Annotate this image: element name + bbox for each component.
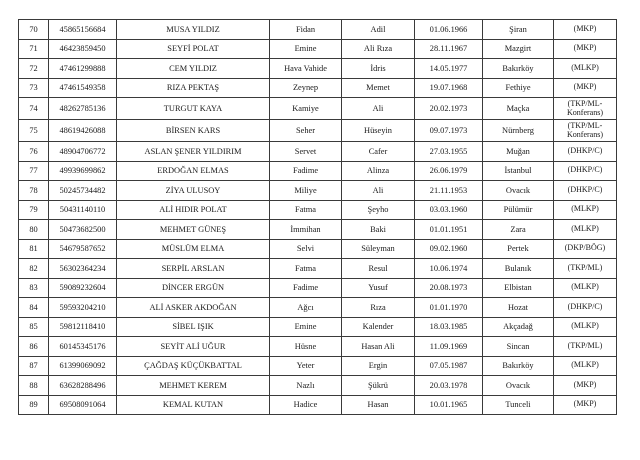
table-row — [19, 39, 617, 59]
full-name: ALİ HIDIR POLAT — [117, 200, 270, 220]
row-number: 88 — [19, 376, 49, 396]
birth-date: 01.06.1966 — [415, 20, 483, 40]
row-number: 75 — [19, 120, 49, 142]
person-list-table — [18, 19, 617, 415]
full-name: MEHMET GÜNEŞ — [117, 220, 270, 240]
table-row — [19, 317, 617, 337]
father-name: Kalender — [342, 317, 415, 337]
father-name: Baki — [342, 220, 415, 240]
id-number: 46423859450 — [49, 39, 117, 59]
full-name: ALİ ASKER AKDOĞAN — [117, 298, 270, 318]
father-name: Alinza — [342, 161, 415, 181]
table-row — [19, 239, 617, 259]
full-name: RIZA PEKTAŞ — [117, 78, 270, 98]
birth-date: 20.02.1973 — [415, 98, 483, 120]
id-number: 56302364234 — [49, 259, 117, 279]
row-number: 71 — [19, 39, 49, 59]
father-name: Cafer — [342, 142, 415, 162]
table-row — [19, 142, 617, 162]
organization: (DHKP/C) — [554, 181, 617, 201]
id-number: 49939699862 — [49, 161, 117, 181]
row-number: 74 — [19, 98, 49, 120]
id-number: 50473682500 — [49, 220, 117, 240]
birth-place: Hozat — [483, 298, 554, 318]
birth-place: Mazgirt — [483, 39, 554, 59]
father-name: Adil — [342, 20, 415, 40]
birth-date: 07.05.1987 — [415, 356, 483, 376]
birth-place: Ovacık — [483, 376, 554, 396]
birth-place: Tunceli — [483, 395, 554, 415]
organization: (MKP) — [554, 376, 617, 396]
id-number: 54679587652 — [49, 239, 117, 259]
id-number: 50431140110 — [49, 200, 117, 220]
row-number: 76 — [19, 142, 49, 162]
father-name: Şükrü — [342, 376, 415, 396]
father-name: Hüseyin — [342, 120, 415, 142]
mother-name: Hadice — [270, 395, 342, 415]
full-name: CEM YILDIZ — [117, 59, 270, 79]
row-number: 77 — [19, 161, 49, 181]
mother-name: Emine — [270, 317, 342, 337]
row-number: 85 — [19, 317, 49, 337]
id-number: 59593204210 — [49, 298, 117, 318]
birth-place: İstanbul — [483, 161, 554, 181]
mother-name: Kamiye — [270, 98, 342, 120]
organization: (MKP) — [554, 20, 617, 40]
full-name: ZİYA ULUSOY — [117, 181, 270, 201]
organization: (MKP) — [554, 39, 617, 59]
birth-place: Akçadağ — [483, 317, 554, 337]
organization: (MKP) — [554, 395, 617, 415]
birth-date: 01.01.1951 — [415, 220, 483, 240]
table-row — [19, 20, 617, 40]
id-number: 47461299888 — [49, 59, 117, 79]
birth-date: 20.08.1973 — [415, 278, 483, 298]
birth-place: Sincan — [483, 337, 554, 357]
table-row — [19, 259, 617, 279]
mother-name: Fatma — [270, 200, 342, 220]
birth-date: 14.05.1977 — [415, 59, 483, 79]
birth-place: Muğan — [483, 142, 554, 162]
organization: (DHKP/C) — [554, 161, 617, 181]
birth-date: 18.03.1985 — [415, 317, 483, 337]
mother-name: Selvi — [270, 239, 342, 259]
id-number: 59089232604 — [49, 278, 117, 298]
father-name: Resul — [342, 259, 415, 279]
table-row — [19, 98, 617, 120]
id-number: 45865156684 — [49, 20, 117, 40]
father-name: Ali — [342, 181, 415, 201]
row-number: 79 — [19, 200, 49, 220]
id-number: 50245734482 — [49, 181, 117, 201]
father-name: Ali Rıza — [342, 39, 415, 59]
row-number: 73 — [19, 78, 49, 98]
organization: (MLKP) — [554, 200, 617, 220]
birth-place: Ovacık — [483, 181, 554, 201]
row-number: 86 — [19, 337, 49, 357]
organization: (TKP/ML) — [554, 337, 617, 357]
row-number: 72 — [19, 59, 49, 79]
row-number: 70 — [19, 20, 49, 40]
organization: (MKP) — [554, 78, 617, 98]
table-row — [19, 356, 617, 376]
full-name: MUSA YILDIZ — [117, 20, 270, 40]
birth-date: 10.06.1974 — [415, 259, 483, 279]
organization: (MLKP) — [554, 278, 617, 298]
mother-name: Seher — [270, 120, 342, 142]
table-row — [19, 395, 617, 415]
table-row — [19, 278, 617, 298]
birth-date: 20.03.1978 — [415, 376, 483, 396]
organization: (MLKP) — [554, 59, 617, 79]
id-number: 59812118410 — [49, 317, 117, 337]
father-name: Yusuf — [342, 278, 415, 298]
mother-name: Emine — [270, 39, 342, 59]
organization: (MLKP) — [554, 356, 617, 376]
father-name: Rıza — [342, 298, 415, 318]
full-name: TURGUT KAYA — [117, 98, 270, 120]
row-number: 84 — [19, 298, 49, 318]
full-name: DİNCER ERGÜN — [117, 278, 270, 298]
row-number: 87 — [19, 356, 49, 376]
table-row — [19, 161, 617, 181]
father-name: Ali — [342, 98, 415, 120]
organization: (DKP/BÖG) — [554, 239, 617, 259]
birth-date: 03.03.1960 — [415, 200, 483, 220]
mother-name: Yeter — [270, 356, 342, 376]
mother-name: Miliye — [270, 181, 342, 201]
full-name: MEHMET KEREM — [117, 376, 270, 396]
birth-date: 09.02.1960 — [415, 239, 483, 259]
id-number: 69508091064 — [49, 395, 117, 415]
id-number: 48619426088 — [49, 120, 117, 142]
table-row — [19, 337, 617, 357]
birth-place: Bakırköy — [483, 356, 554, 376]
birth-place: Fethiye — [483, 78, 554, 98]
mother-name: Hava Vahide — [270, 59, 342, 79]
birth-place: Pülümür — [483, 200, 554, 220]
full-name: SİBEL IŞIK — [117, 317, 270, 337]
full-name: SEYFİ POLAT — [117, 39, 270, 59]
birth-date: 26.06.1979 — [415, 161, 483, 181]
birth-place: Bulanık — [483, 259, 554, 279]
row-number: 82 — [19, 259, 49, 279]
table-row — [19, 220, 617, 240]
organization: (TKP/ML) — [554, 259, 617, 279]
father-name: Süleyman — [342, 239, 415, 259]
birth-date: 19.07.1968 — [415, 78, 483, 98]
table-row — [19, 59, 617, 79]
full-name: ERDOĞAN ELMAS — [117, 161, 270, 181]
birth-date: 10.01.1965 — [415, 395, 483, 415]
birth-date: 27.03.1955 — [415, 142, 483, 162]
mother-name: Fadime — [270, 161, 342, 181]
id-number: 63628288496 — [49, 376, 117, 396]
id-number: 61399069092 — [49, 356, 117, 376]
father-name: Hasan — [342, 395, 415, 415]
mother-name: Ağcı — [270, 298, 342, 318]
id-number: 48262785136 — [49, 98, 117, 120]
birth-date: 01.01.1970 — [415, 298, 483, 318]
row-number: 81 — [19, 239, 49, 259]
organization: (TKP/ML-Konferans) — [554, 120, 617, 142]
father-name: Memet — [342, 78, 415, 98]
id-number: 48904706772 — [49, 142, 117, 162]
table-row — [19, 298, 617, 318]
organization: (MLKP) — [554, 220, 617, 240]
mother-name: Fadime — [270, 278, 342, 298]
id-number: 47461549358 — [49, 78, 117, 98]
birth-date: 09.07.1973 — [415, 120, 483, 142]
full-name: SERPİL ARSLAN — [117, 259, 270, 279]
mother-name: Zeynep — [270, 78, 342, 98]
full-name: ÇAĞDAŞ KÜÇÜKBATTAL — [117, 356, 270, 376]
father-name: İdris — [342, 59, 415, 79]
table-row — [19, 181, 617, 201]
full-name: KEMAL KUTAN — [117, 395, 270, 415]
organization: (TKP/ML-Konferans) — [554, 98, 617, 120]
birth-date: 11.09.1969 — [415, 337, 483, 357]
father-name: Ergin — [342, 356, 415, 376]
full-name: SEYİT ALİ UĞUR — [117, 337, 270, 357]
father-name: Hasan Ali — [342, 337, 415, 357]
row-number: 78 — [19, 181, 49, 201]
organization: (DHKP/C) — [554, 142, 617, 162]
full-name: BİRSEN KARS — [117, 120, 270, 142]
birth-date: 28.11.1967 — [415, 39, 483, 59]
organization: (DHKP/C) — [554, 298, 617, 318]
organization: (MLKP) — [554, 317, 617, 337]
mother-name: Hüsne — [270, 337, 342, 357]
table-row — [19, 120, 617, 142]
table-row — [19, 376, 617, 396]
birth-place: Bakırköy — [483, 59, 554, 79]
row-number: 89 — [19, 395, 49, 415]
row-number: 80 — [19, 220, 49, 240]
birth-place: Nürnberg — [483, 120, 554, 142]
father-name: Şeyho — [342, 200, 415, 220]
birth-place: Pertek — [483, 239, 554, 259]
birth-place: Maçka — [483, 98, 554, 120]
birth-place: Elbistan — [483, 278, 554, 298]
birth-place: Zara — [483, 220, 554, 240]
full-name: ASLAN ŞENER YILDIRIM — [117, 142, 270, 162]
mother-name: İmmihan — [270, 220, 342, 240]
mother-name: Servet — [270, 142, 342, 162]
full-name: MÜSLÜM ELMA — [117, 239, 270, 259]
id-number: 60145345176 — [49, 337, 117, 357]
table-row — [19, 78, 617, 98]
birth-date: 21.11.1953 — [415, 181, 483, 201]
table-row — [19, 200, 617, 220]
mother-name: Fatma — [270, 259, 342, 279]
mother-name: Fidan — [270, 20, 342, 40]
birth-place: Şiran — [483, 20, 554, 40]
row-number: 83 — [19, 278, 49, 298]
mother-name: Nazlı — [270, 376, 342, 396]
